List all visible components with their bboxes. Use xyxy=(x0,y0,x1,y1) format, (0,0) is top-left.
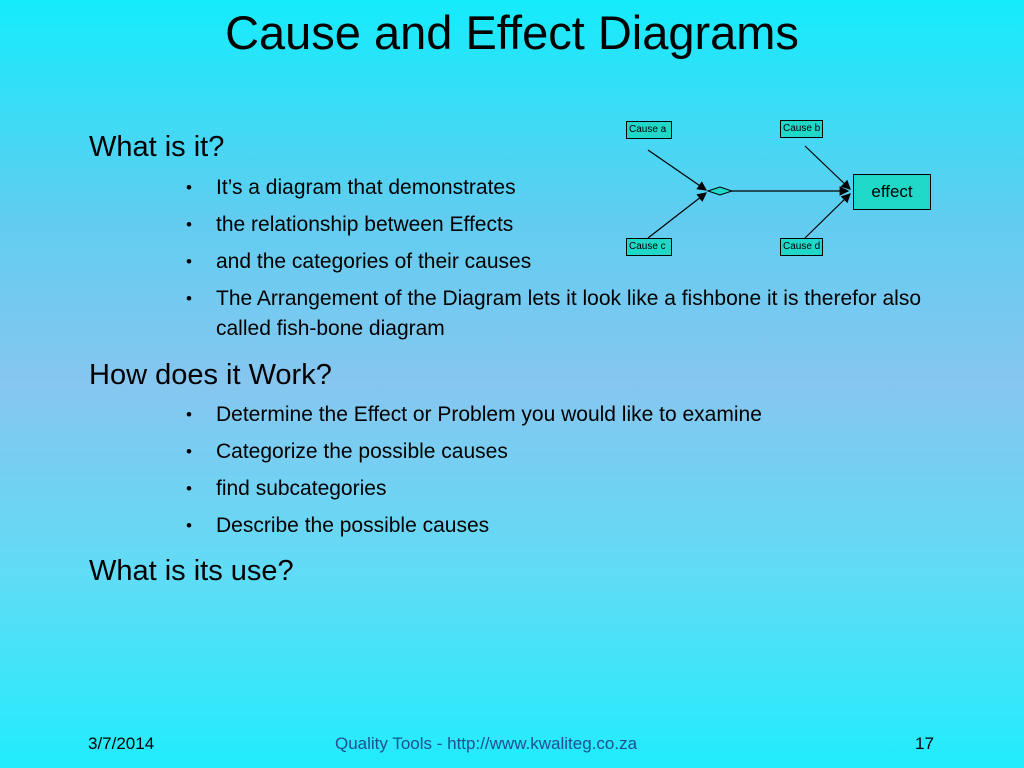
cause-c-box: Cause c xyxy=(626,238,672,256)
bullet-dot: • xyxy=(186,405,192,424)
section-heading-what-is-its-use: What is its use? xyxy=(89,555,294,587)
section-heading-how-does-it-work: How does it Work? xyxy=(89,359,332,391)
branch-cause-c xyxy=(648,193,706,238)
bullet-text: Determine the Effect or Problem you would like to examine xyxy=(216,403,762,426)
footer-page-number: 17 xyxy=(915,734,934,753)
cause-d-box: Cause d xyxy=(780,238,823,256)
footer-date: 3/7/2014 xyxy=(88,734,155,753)
bullet-text: and the categories of their causes xyxy=(216,250,532,273)
bullet-dot: • xyxy=(186,479,192,498)
branch-cause-b xyxy=(805,146,850,189)
effect-box: effect xyxy=(853,174,931,210)
fishbone-diagram xyxy=(600,110,940,270)
bullet-dot: • xyxy=(186,215,192,234)
cause-b-box: Cause b xyxy=(780,120,823,138)
bullet-dot: • xyxy=(186,252,192,271)
slide-title: Cause and Effect Diagrams xyxy=(225,6,799,59)
bullet-dot: • xyxy=(186,289,192,308)
bullet-text: It’s a diagram that demonstrates xyxy=(216,176,516,199)
bullet-text: Describe the possible causes xyxy=(216,514,490,537)
branch-cause-d xyxy=(805,194,850,238)
branch-cause-a xyxy=(648,150,706,190)
cause-a-box: Cause a xyxy=(626,121,672,139)
section-heading-what-is-it: What is it? xyxy=(89,131,225,163)
bullet-dot: • xyxy=(186,516,192,535)
bullet-text: The Arrangement of the Diagram lets it look like a fishbone it is therefor also called fish-bone diagram xyxy=(216,287,922,340)
footer-center-text: Quality Tools - http://www.kwaliteg.co.za xyxy=(335,734,638,753)
bullet-text: Categorize the possible causes xyxy=(216,440,508,463)
bullet-dot: • xyxy=(186,442,192,461)
bullet-dot: • xyxy=(186,178,192,197)
bullet-item xyxy=(186,284,946,344)
bullet-text: the relationship between Effects xyxy=(216,213,514,236)
spine-tail-diamond xyxy=(708,187,732,195)
bullet-text: find subcategories xyxy=(216,477,387,500)
